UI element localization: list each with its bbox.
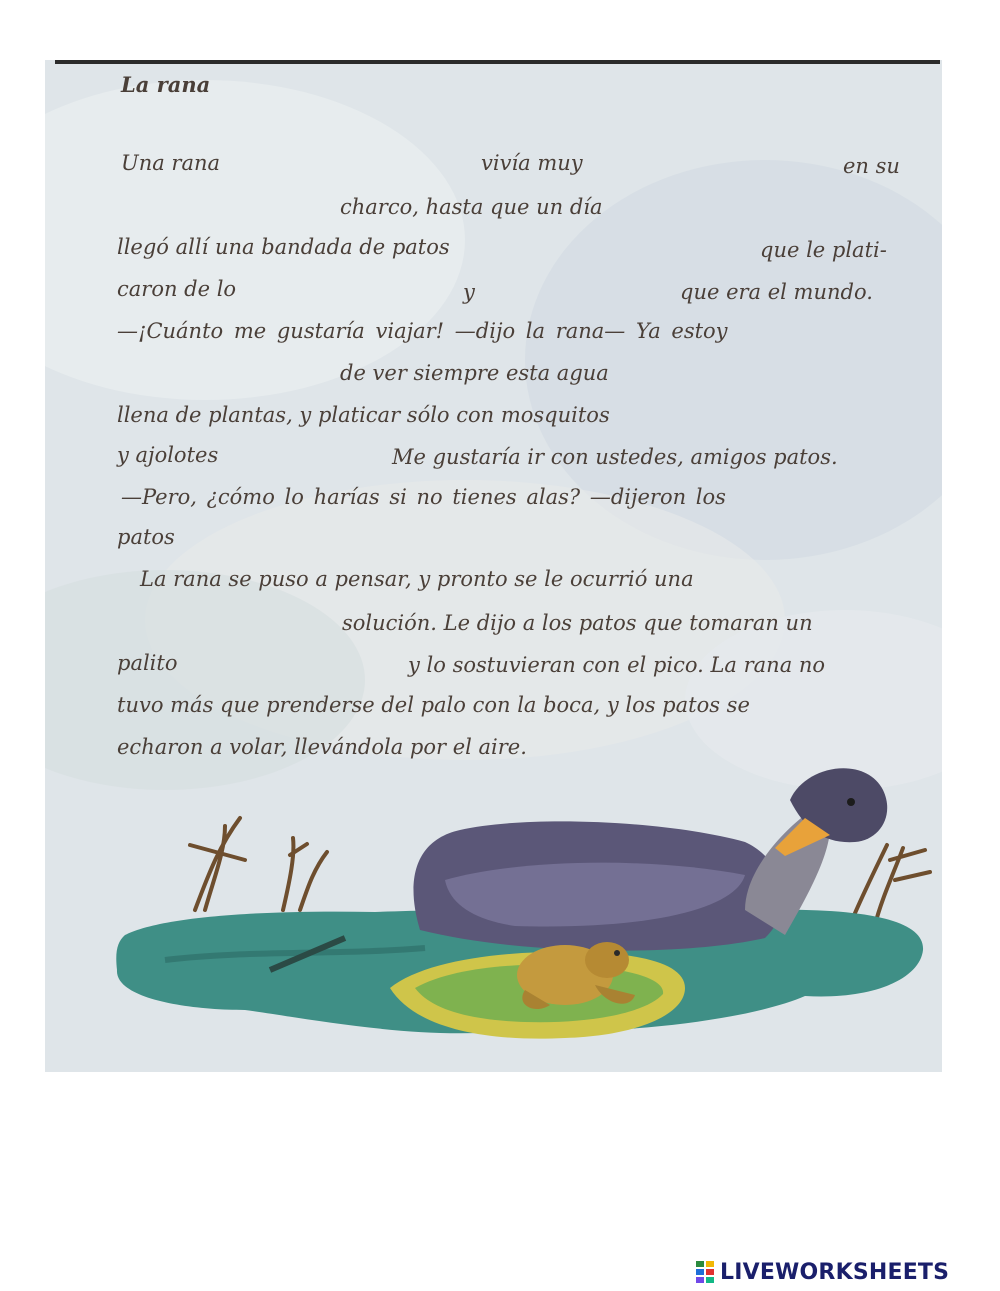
story-line: —¡Cuánto me gustaría viajar! —dijo la rana— Ya estoy bbox=[117, 319, 728, 343]
story-line: —Pero, ¿cómo lo harías si no tienes alas? —dijeron los bbox=[121, 485, 726, 509]
story-title: La rana bbox=[121, 72, 211, 97]
frog bbox=[517, 942, 635, 1009]
brand-footer bbox=[696, 1255, 949, 1289]
story-line: Una rana bbox=[121, 151, 221, 175]
duck-frog-illustration bbox=[45, 760, 942, 1072]
story-line: que era el mundo. bbox=[680, 280, 873, 304]
liveworksheets-logo-icon bbox=[696, 1261, 714, 1283]
worksheet-page bbox=[45, 60, 942, 1072]
story-line: llena de plantas, y platicar sólo con mosquitos bbox=[117, 403, 610, 427]
story-line: solución. Le dijo a los patos que tomaran un bbox=[342, 611, 813, 635]
story-line: que le plati- bbox=[760, 238, 887, 262]
story-line: y bbox=[463, 280, 475, 304]
story-line: llegó allí una bandada de patos bbox=[117, 235, 450, 259]
story-line: y lo sostuvieran con el pico. La rana no bbox=[408, 653, 826, 677]
brand-name: LIVEWORKSHEETS bbox=[720, 1259, 950, 1285]
story-line: en su bbox=[843, 154, 900, 178]
story-line: echaron a volar, llevándola por el aire. bbox=[117, 735, 527, 759]
story-line: Me gustaría ir con ustedes, amigos patos. bbox=[392, 445, 838, 469]
story-line: de ver siempre esta agua bbox=[340, 361, 609, 385]
story-line: vivía muy bbox=[481, 151, 583, 175]
story-line: tuvo más que prenderse del palo con la boca, y los patos se bbox=[117, 693, 750, 717]
story-line: La rana se puso a pensar, y pronto se le ocurrió una bbox=[140, 567, 694, 591]
reeds-left bbox=[190, 818, 327, 910]
story-line: charco, hasta que un día bbox=[340, 195, 603, 219]
reeds-right bbox=[850, 845, 930, 925]
story-line: caron de lo bbox=[117, 277, 237, 301]
story-line: patos bbox=[117, 525, 175, 549]
top-rule bbox=[55, 60, 940, 64]
story-line: y ajolotes bbox=[117, 443, 219, 467]
story-line: palito bbox=[117, 651, 178, 675]
